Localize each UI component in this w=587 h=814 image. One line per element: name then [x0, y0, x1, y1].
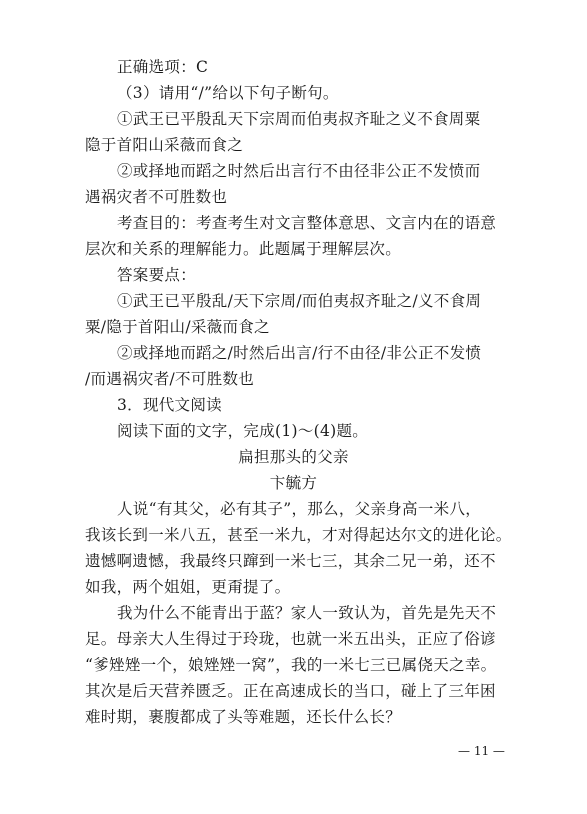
sentence-1-line-2: 隐于首阳山采薇而食之: [85, 136, 244, 154]
paragraph-1-line-1: 人说“有其父，必有其子”，那么，父亲身高一米八，: [117, 500, 482, 518]
sentence-2-line-1: ②或择地而蹈之时然后出言行不由径非公正不发愤而: [117, 162, 481, 180]
paragraph-2-line-2: 足。母亲大人生得过于玲珑，也就一米五出头，正应了俗谚: [85, 630, 496, 648]
sentence-2-line-2: 遇祸灾者不可胜数也: [85, 188, 228, 206]
paragraph-2-line-3: “爹矬矬一个，娘矬矬一窝”，我的一米七三已属侥天之幸。: [85, 656, 497, 674]
page-number: — 11 —: [458, 744, 505, 758]
paragraph-1-line-4: 如我，两个姐姐，更甭提了。: [85, 578, 291, 596]
answer-key-heading: 答案要点：: [117, 266, 197, 284]
article-author: 卞毓方: [269, 474, 318, 492]
paragraph-1-line-3: 遗憾啊遗憾，我最终只蹿到一米七三，其余二兄一弟，还不: [85, 552, 496, 570]
sentence-1-line-1: ①武王已平殷乱天下宗周而伯夷叔齐耻之义不食周粟: [117, 110, 481, 128]
article-title: 扁担那头的父亲: [238, 448, 349, 466]
answer-2-line-2: /而遇祸灾者/不可胜数也: [85, 370, 255, 388]
answer-1-line-2: 粟/隐于首阳山/采薇而食之: [85, 318, 270, 336]
paragraph-2-line-4: 其次是后天营养匮乏。正在高速成长的当口，碰上了三年困: [85, 682, 496, 700]
section-3-heading: 3．现代文阅读: [117, 396, 222, 414]
exam-purpose-line-2: 层次和关系的理解能力。此题属于理解层次。: [85, 240, 402, 258]
exam-purpose-line-1: 考查目的：考查考生对文言整体意思、文言内在的语意: [117, 214, 497, 232]
paragraph-2-line-5: 难时期，裹腹都成了头等难题，还长什么长？: [85, 708, 402, 726]
answer-2-line-1: ②或择地而蹈之/时然后出言/行不由径/非公正不发愤: [117, 344, 482, 362]
reading-instruction: 阅读下面的文字，完成(1)～(4)题。: [117, 422, 369, 440]
question-3-prompt: （3）请用“/”给以下句子断句。: [117, 84, 339, 102]
answer-1-line-1: ①武王已平殷乱/天下宗周/而伯夷叔齐耻之/义不食周: [117, 292, 482, 310]
paragraph-1-line-2: 我该长到一米八五，甚至一米九，才对得起达尔文的进化论。: [85, 526, 512, 544]
paragraph-2-line-1: 我为什么不能青出于蓝？家人一致认为，首先是先天不: [117, 604, 497, 622]
answer-correct-option: 正确选项：C: [117, 58, 209, 76]
